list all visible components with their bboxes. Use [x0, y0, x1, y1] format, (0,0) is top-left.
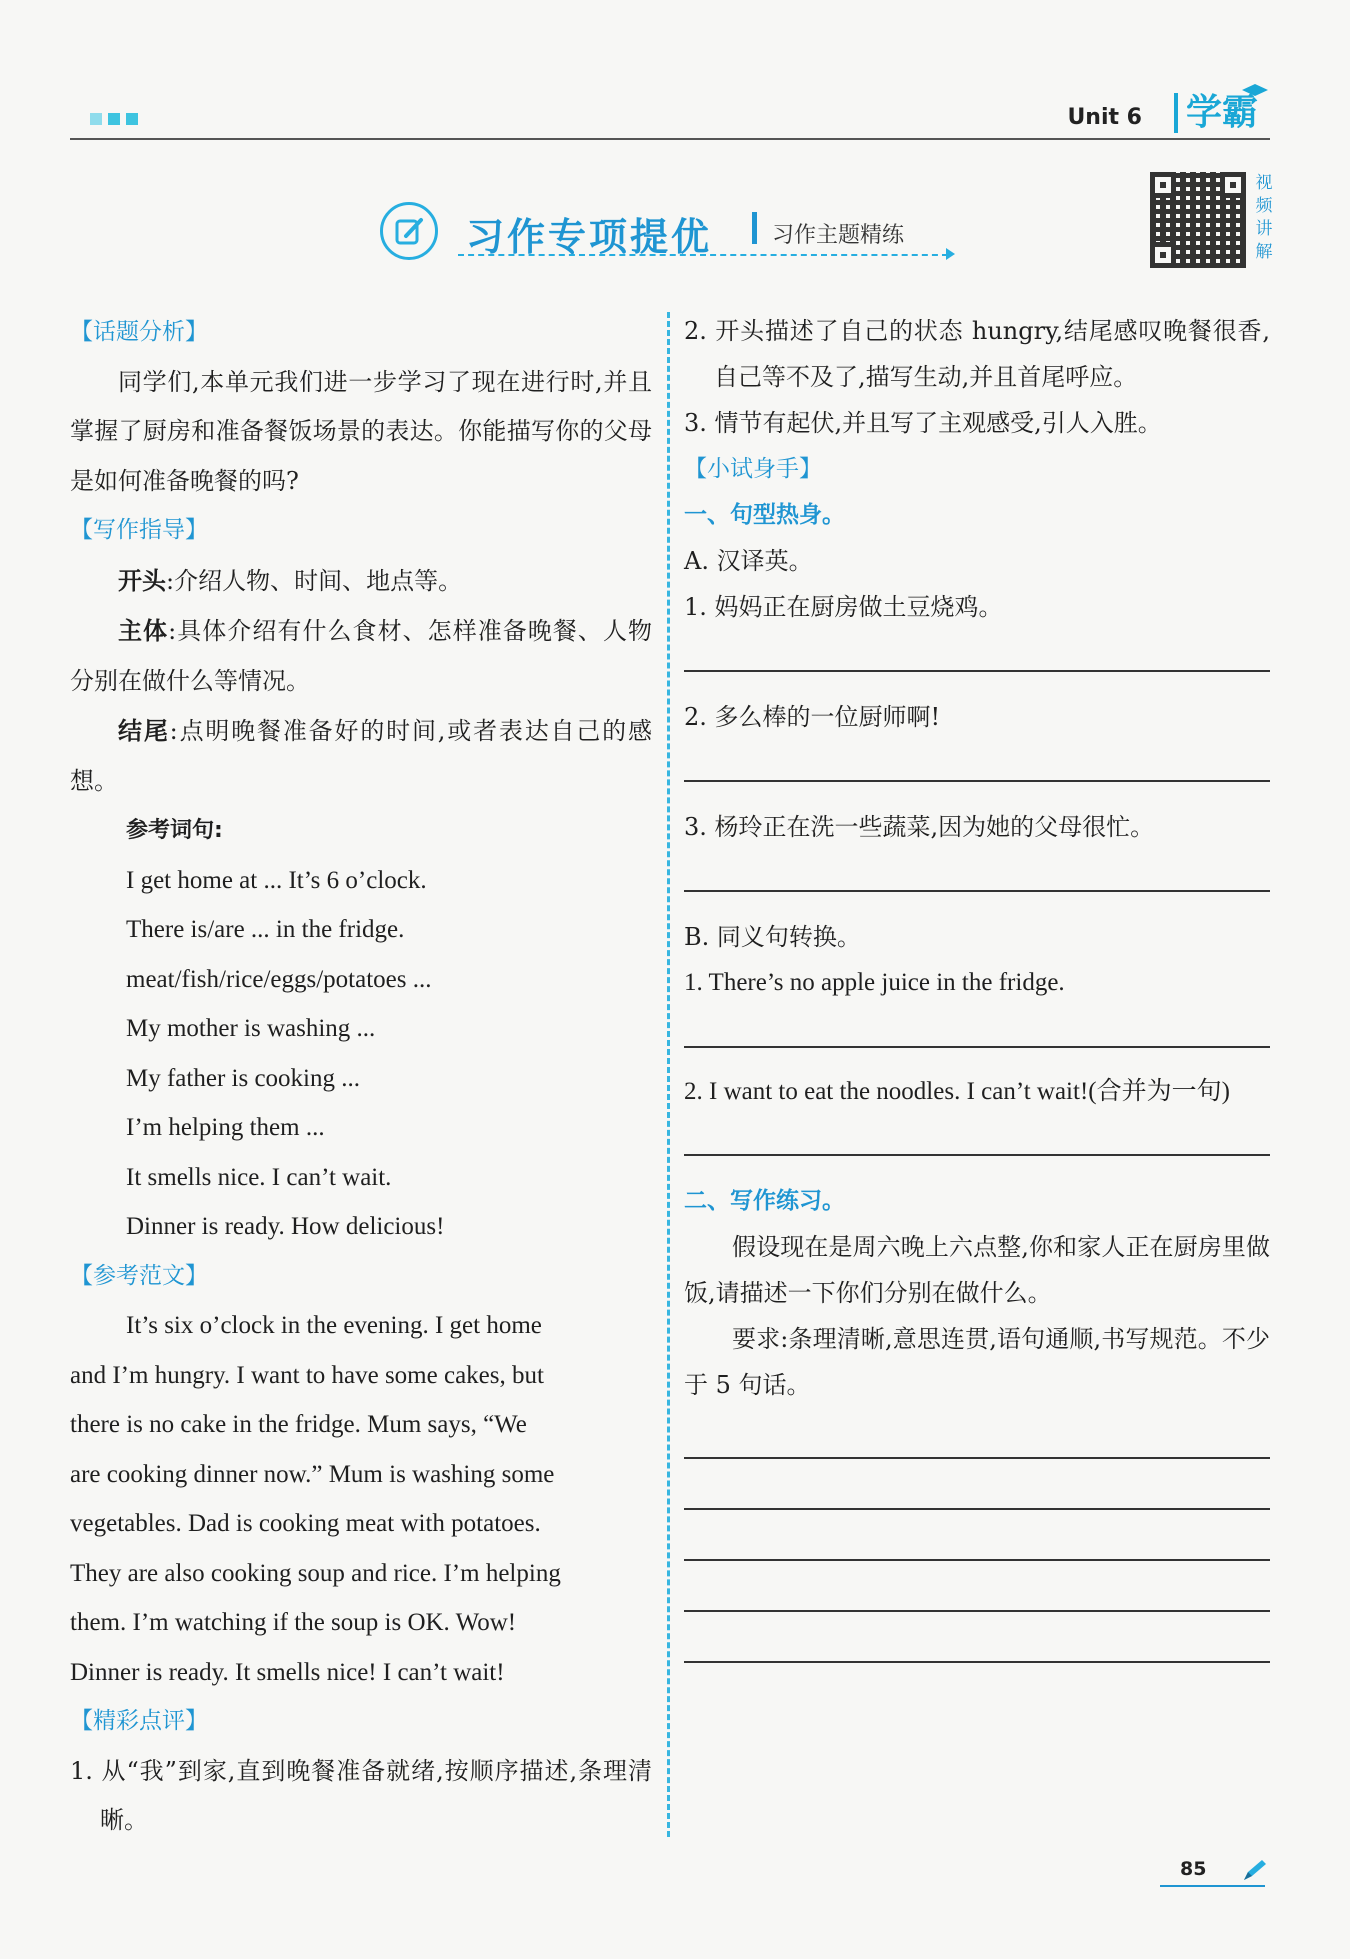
left-column [70, 308, 652, 1846]
reference-line: I get home at ... It’s 6 o’clock. [126, 866, 427, 894]
part-a-label: A. 汉译英。 [684, 547, 813, 575]
writing-guide-heading: 【写作指导】 [70, 517, 208, 543]
unit-label: Unit 6 [1067, 105, 1142, 130]
model-essay-heading: 【参考范文】 [70, 1262, 208, 1289]
model-essay-line: there is no cake in the fridge. Mum says, “We [70, 1411, 527, 1438]
reference-line: There is/are ... in the fridge. [126, 916, 405, 943]
answer-line[interactable] [684, 850, 1270, 892]
translate-question-3: 3. 杨玲正在洗一些蔬菜,因为她的父母很忙。 [684, 813, 1155, 841]
answer-line[interactable] [684, 740, 1270, 782]
writing-line[interactable] [684, 1459, 1270, 1510]
comment-item-1: 1. 从“我”到家,直到晚餐准备就绪,按顺序描述,条理清晰。 [70, 1756, 652, 1834]
pencil-note-icon [380, 202, 438, 260]
brand-logo: 学霸 [1174, 93, 1258, 133]
writing-line[interactable] [684, 1510, 1270, 1561]
reference-line: meat/fish/rice/eggs/potatoes ... [126, 965, 432, 993]
rewrite-question-1: 1. There’s no apple juice in the fridge. [684, 969, 1065, 996]
writing-line[interactable] [684, 1408, 1270, 1459]
title-dashed-underline [458, 254, 948, 256]
model-essay-line: and I’m hungry. I want to have some cakes, but [70, 1361, 544, 1389]
reference-line: Dinner is ready. How delicious! [126, 1213, 445, 1240]
page-number-underline [1160, 1885, 1265, 1887]
arrow-icon [946, 248, 955, 260]
reference-phrases-heading: 参考词句: [126, 818, 223, 843]
translate-question-2: 2. 多么棒的一位厨师啊! [684, 703, 941, 731]
reference-line: It smells nice. I can’t wait. [126, 1163, 392, 1191]
writing-requirements: 要求:条理清晰,意思连贯,语句通顺,书写规范。不少于 5 句话。 [684, 1325, 1270, 1399]
qr-code[interactable] [1150, 172, 1246, 268]
pencil-icon [1240, 1858, 1268, 1882]
graduation-cap-icon [1242, 84, 1268, 98]
answer-line[interactable] [684, 630, 1270, 672]
model-essay-line: are cooking dinner now.” Mum is washing some [70, 1460, 555, 1488]
part-b-label: B. 同义句转换。 [684, 923, 861, 951]
guide-opening: 开头:介绍人物、时间、地点等。 [118, 565, 463, 595]
reference-line: My mother is washing ... [126, 1015, 376, 1042]
model-essay-line: Dinner is ready. It smells nice! I can’t wait! [70, 1658, 505, 1686]
comment-item-3: 3. 情节有起伏,并且写了主观感受,引人入胜。 [684, 409, 1162, 437]
page-number: 85 [1180, 1858, 1207, 1880]
page-title: 习作专项提优 [466, 215, 713, 259]
answer-line[interactable] [684, 1114, 1270, 1156]
rewrite-question-2: 2. I want to eat the noodles. I can’t wait!(合并为一句) [684, 1078, 1230, 1105]
page-subtitle: 习作主题精练 [772, 223, 905, 248]
reference-line: I’m helping them ... [126, 1114, 325, 1141]
model-essay-line: They are also cooking soup and rice. I’m helping [70, 1559, 561, 1587]
topic-analysis-text: 同学们,本单元我们进一步学习了现在进行时,并且掌握了厨房和准备餐饭场景的表达。你能描写你的父母是如何准备晚餐的吗? [70, 367, 652, 495]
right-column [684, 308, 1270, 1663]
comment-item-2: 2. 开头描述了自己的状态 hungry,结尾感叹晚餐很香,自己等不及了,描写生动,并且首尾呼应。 [684, 317, 1270, 391]
reference-line: My father is cooking ... [126, 1064, 360, 1092]
writing-practice-heading: 二、写作练习。 [684, 1188, 845, 1214]
guide-body: 主体:具体介绍有什么食材、怎样准备晚餐、人物分别在做什么等情况。 [70, 616, 652, 695]
qr-video-label: 视频讲解 [1255, 173, 1273, 262]
answer-line[interactable] [684, 1006, 1270, 1048]
writing-line[interactable] [684, 1561, 1270, 1612]
writing-prompt: 假设现在是周六晚上六点整,你和家人正在厨房里做饭,请描述一下你们分别在做什么。 [684, 1233, 1270, 1307]
sentence-warmup-heading: 一、句型热身。 [684, 502, 845, 528]
column-divider [667, 312, 670, 1837]
model-essay-line: It’s six o’clock in the evening. I get home [126, 1312, 542, 1339]
model-essay-line: vegetables. Dad is cooking meat with potatoes. [70, 1510, 541, 1537]
header-rule [70, 138, 1270, 140]
title-separator [752, 212, 757, 244]
header-squares-decoration [90, 113, 138, 125]
translate-question-1: 1. 妈妈正在厨房做土豆烧鸡。 [684, 593, 1003, 621]
topic-analysis-heading: 【话题分析】 [70, 319, 208, 345]
guide-ending: 结尾:点明晚餐准备好的时间,或者表达自己的感想。 [70, 716, 653, 795]
writing-line[interactable] [684, 1612, 1270, 1663]
model-essay-line: them. I’m watching if the soup is OK. Wow! [70, 1609, 517, 1636]
practice-heading: 【小试身手】 [684, 456, 822, 482]
section-title [380, 198, 960, 268]
comment-heading: 【精彩点评】 [70, 1708, 208, 1734]
